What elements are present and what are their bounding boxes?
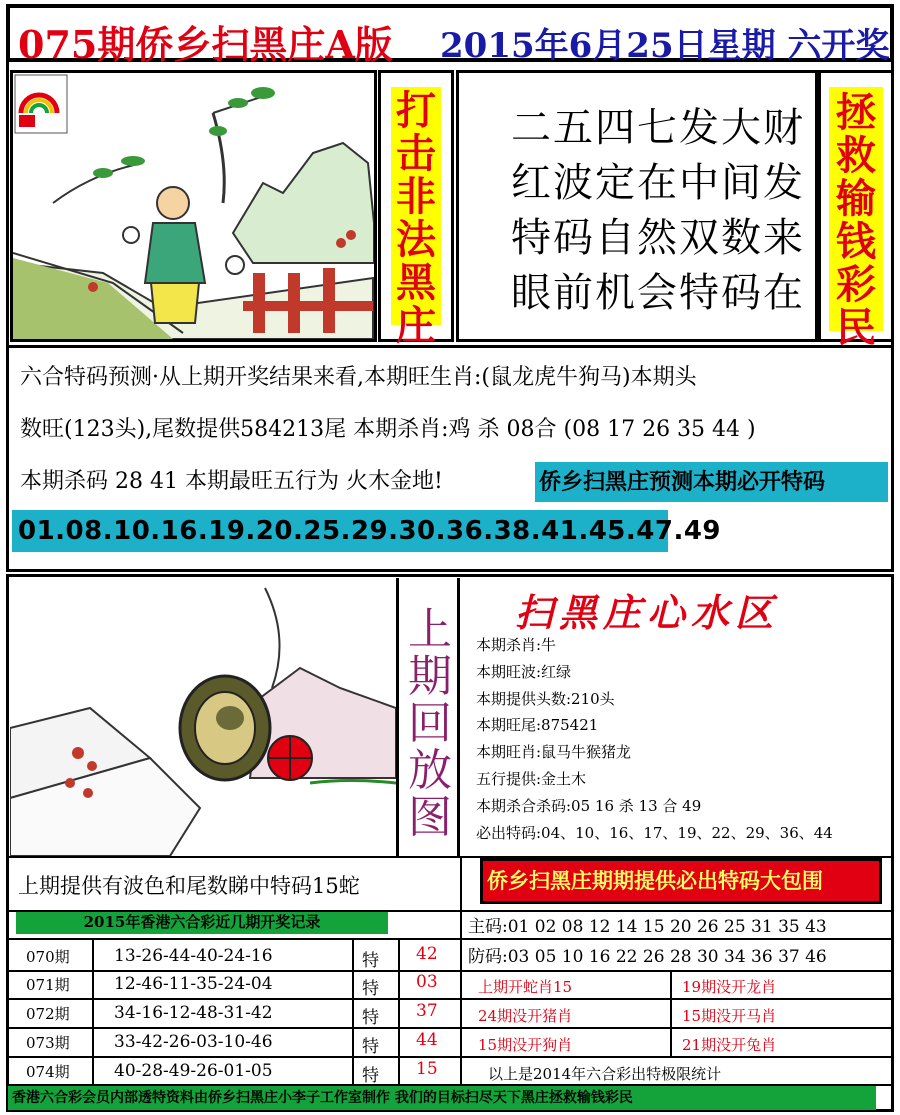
poem-line: 红波定在中间发 — [511, 160, 805, 206]
info-item: 本期旺肖:鼠马牛猴猪龙 — [476, 743, 632, 762]
poem-line: 特码自然双数来 — [511, 215, 805, 261]
record-te: 特 — [362, 1066, 379, 1086]
table-row — [6, 999, 460, 1028]
table-row — [6, 1057, 460, 1085]
record-numbers: 13-26-44-40-24-16 — [114, 946, 273, 966]
record-numbers: 12-46-11-35-24-04 — [114, 974, 273, 994]
main-codes: 主码:01 02 08 12 14 15 20 26 25 31 35 43 — [468, 917, 827, 937]
left-banner — [391, 87, 441, 349]
snake-and-ball-illustration — [10, 578, 396, 856]
boy-with-rings-illustration — [13, 73, 374, 339]
review-info-list — [476, 632, 892, 846]
record-special: 15 — [416, 1059, 438, 1079]
record-te: 特 — [362, 979, 379, 999]
record-period: 072期 — [26, 1005, 70, 1023]
poem-panel — [456, 70, 818, 342]
prediction-line-3: 本期杀码 28 41 本期最旺五行为 火木金地! — [20, 469, 443, 494]
poem-line: 眼前机会特码在 — [511, 270, 805, 316]
record-numbers: 40-28-49-26-01-05 — [114, 1061, 273, 1081]
record-numbers: 34-16-12-48-31-42 — [114, 1003, 273, 1023]
record-numbers: 33-42-26-03-10-46 — [114, 1032, 273, 1052]
prediction-line-1: 六合特码预测·从上期开奖结果来看,本期旺生肖:(鼠龙虎牛狗马)本期头 — [20, 365, 697, 390]
records-table — [6, 940, 460, 1085]
rainbow-logo-icon — [15, 75, 67, 133]
info-item: 本期杀肖:牛 — [476, 636, 557, 654]
info-item: 本期提供头数:210头 — [476, 689, 615, 708]
info-item: 必出特码:04、10、16、17、19、22、29、36、44 — [476, 823, 833, 842]
snake-illustration-panel — [10, 578, 396, 856]
stat-item: 上期开蛇肖15 — [478, 978, 573, 996]
left-banner-text: 打击非法黑庄 — [396, 87, 436, 349]
review-title-frame — [396, 578, 460, 856]
record-period: 070期 — [26, 948, 70, 966]
footer-banner: 香港六合彩会员内部透特资料由侨乡扫黑庄小李子工作室制作 我们的目标扫尽天下黑庄拯救输钱彩民 — [8, 1086, 876, 1110]
table-row — [6, 940, 460, 970]
record-period: 073期 — [26, 1034, 70, 1052]
record-special: 42 — [416, 944, 438, 964]
right-banner — [829, 87, 883, 351]
info-item: 本期杀合杀码:05 16 杀 13 合 49 — [476, 796, 702, 815]
poem-line: 二五四七发大财 — [511, 105, 805, 151]
record-period: 071期 — [26, 976, 70, 994]
prediction-highlight: 侨乡扫黑庄预测本期必开特码 — [535, 462, 888, 502]
record-te: 特 — [362, 1037, 379, 1057]
prediction-numbers: 01.08.10.16.19.20.25.29.30.36.38.41.45.47.49 — [12, 510, 668, 552]
record-te: 特 — [362, 951, 379, 971]
record-period: 074期 — [26, 1063, 70, 1081]
header-title-blue: 2015年6月25日星期 六开奖 — [440, 26, 890, 66]
right-banner-frame — [818, 70, 894, 351]
stat-item: 15期没开狗肖 — [478, 1036, 573, 1054]
record-special: 44 — [416, 1030, 438, 1050]
record-special: 03 — [416, 972, 438, 992]
right-banner-text: 拯救输钱彩民 — [836, 89, 876, 351]
record-special: 37 — [416, 1001, 438, 1021]
record-te: 特 — [362, 1008, 379, 1028]
header-title-red: 075期侨乡扫黑庄A版 — [18, 22, 393, 67]
table-row — [6, 1028, 460, 1057]
info-item: 五行提供:金土木 — [476, 769, 587, 788]
poem-lines — [511, 101, 805, 321]
stat-item: 19期没开龙肖 — [682, 978, 777, 996]
info-item: 本期旺波:红绿 — [476, 662, 572, 681]
stat-item: 15期没开马肖 — [682, 1007, 777, 1025]
big-pack-banner: 侨乡扫黑庄期期提供必出特码大包围 — [480, 858, 882, 904]
review-brand: 扫黑庄心水区 — [515, 590, 780, 635]
review-vertical-title: 上期回放图 — [408, 604, 452, 843]
stats-note: 以上是2014年六合彩出特极限统计 — [488, 1065, 722, 1083]
info-item: 本期旺尾:875421 — [476, 716, 599, 735]
records-title: 2015年香港六合彩近几期开奖记录 — [16, 910, 388, 934]
stat-item: 21期没开兔肖 — [682, 1036, 777, 1054]
stat-item: 24期没开猪肖 — [478, 1007, 573, 1025]
prediction-line-2: 数旺(123头),尾数提供584213尾 本期杀肖:鸡 杀 08合 (08 17 26 35 44 ) — [20, 417, 756, 442]
defense-codes: 防码:03 05 10 16 22 26 28 30 34 36 37 46 — [468, 947, 827, 967]
last-hit-text: 上期提供有波色和尾数睇中特码15蛇 — [18, 874, 360, 898]
table-row — [6, 970, 460, 999]
header-bar — [6, 4, 894, 67]
divider — [670, 970, 672, 1056]
boy-illustration-panel — [10, 70, 377, 342]
left-banner-frame — [378, 70, 454, 349]
